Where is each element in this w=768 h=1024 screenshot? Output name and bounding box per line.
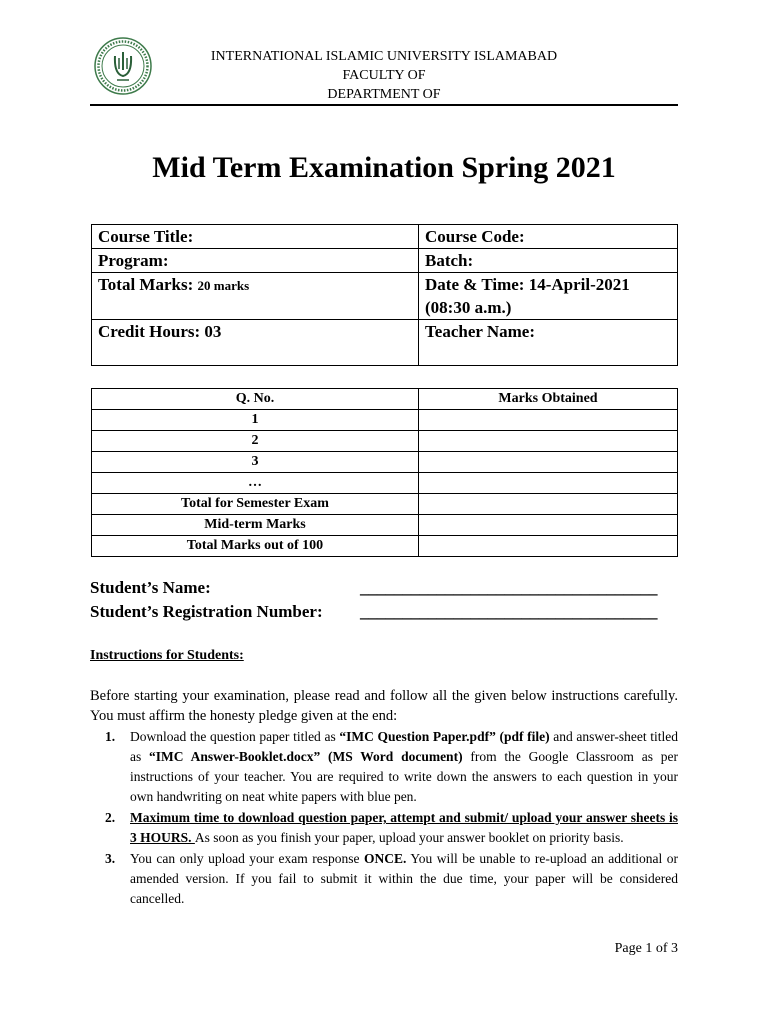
marks-cell[interactable]	[419, 473, 678, 494]
credit-hours-cell: Credit Hours: 03	[92, 320, 419, 366]
item-text: from the Google Classroom as per instructions of your teacher. You are required to write down the answers to each question in your own handwriting on neat white papers with blue pen.	[130, 749, 678, 804]
instructions-list	[90, 727, 678, 910]
exam-title: Mid Term Examination Spring 2021	[152, 151, 616, 184]
item-number: 2.	[105, 810, 116, 825]
question-cell: Total Marks out of 100	[92, 536, 419, 557]
institution-header	[90, 47, 678, 104]
faculty-line: FACULTY OF	[342, 68, 426, 83]
table-row	[92, 452, 678, 473]
total-marks-label: Total Marks:	[98, 275, 194, 294]
table-row	[92, 431, 678, 452]
course-title-cell: Course Title:	[92, 225, 419, 249]
question-cell: Mid-term Marks	[92, 515, 419, 536]
student-reg-row	[90, 602, 678, 624]
header-divider	[90, 104, 678, 106]
marks-obtained-header: Marks Obtained	[419, 389, 678, 410]
question-cell: …	[92, 473, 419, 494]
page-number: Page 1 of 3	[614, 941, 678, 956]
batch-cell: Batch:	[419, 249, 678, 273]
info-row	[92, 249, 678, 273]
total-marks-cell	[92, 273, 419, 320]
marks-cell[interactable]	[419, 515, 678, 536]
item-text: Download the question paper titled as	[130, 729, 340, 744]
date-time-cell	[419, 273, 678, 320]
item-text: and answer-sheet titled as	[130, 729, 679, 764]
marks-cell[interactable]	[419, 410, 678, 431]
list-item	[90, 727, 678, 807]
university-name: INTERNATIONAL ISLAMIC UNIVERSITY ISLAMABAD	[210, 49, 558, 64]
question-cell: Total for Semester Exam	[92, 494, 419, 515]
item-bold-text: “IMC Answer-Booklet.docx” (MS Word document)	[149, 749, 463, 764]
item-bold-text: ONCE.	[363, 851, 407, 866]
marks-cell[interactable]	[419, 431, 678, 452]
info-row	[92, 225, 678, 249]
instructions-intro: Before starting your examination, please read and follow all the given below instructions carefully. You must affirm the honesty pledge given at the end:	[90, 688, 678, 724]
info-row	[92, 273, 678, 320]
question-cell: 1	[92, 410, 419, 431]
table-row	[92, 515, 678, 536]
student-name-row	[90, 578, 678, 600]
table-row	[92, 473, 678, 494]
course-info-table	[91, 224, 678, 366]
student-name-label: Student’s Name:	[90, 578, 211, 597]
item-text: You will be unable to re-upload an additional or amended version. If you fail to submit it within the due time, your paper will be considered cancelled.	[130, 851, 679, 906]
list-item	[90, 849, 678, 909]
marks-cell[interactable]	[419, 452, 678, 473]
student-name-field[interactable]: ___________________________________	[360, 578, 658, 597]
item-number: 1.	[105, 729, 116, 744]
table-row	[92, 536, 678, 557]
list-item	[90, 808, 678, 848]
item-bold-text: “IMC Question Paper.pdf” (pdf file)	[339, 729, 550, 744]
instructions-heading: Instructions for Students:	[90, 648, 244, 663]
marks-cell[interactable]	[419, 536, 678, 557]
student-reg-label: Student’s Registration Number:	[90, 602, 323, 621]
date-time-line2: (08:30 a.m.)	[425, 298, 512, 317]
date-time-line1: Date & Time: 14-April-2021	[425, 275, 630, 294]
question-cell: 2	[92, 431, 419, 452]
program-cell: Program:	[92, 249, 419, 273]
marks-header-row	[92, 389, 678, 410]
item-number: 3.	[105, 851, 116, 866]
marks-table	[91, 388, 678, 557]
info-row	[92, 320, 678, 366]
teacher-name-cell: Teacher Name:	[419, 320, 678, 366]
qno-header: Q. No.	[92, 389, 419, 410]
question-cell: 3	[92, 452, 419, 473]
item-bold-underline-text: Maximum time to download question paper, attempt and submit/ upload your answer sheets is 3 HOURS.	[130, 810, 678, 845]
item-text: As soon as you finish your paper, upload your answer booklet on priority basis.	[194, 830, 624, 845]
department-line: DEPARTMENT OF	[327, 87, 441, 102]
marks-cell[interactable]	[419, 494, 678, 515]
student-reg-field[interactable]: ___________________________________	[360, 602, 658, 621]
table-row	[92, 494, 678, 515]
total-marks-value: 20 marks	[197, 278, 250, 293]
table-row	[92, 410, 678, 431]
course-code-cell: Course Code:	[419, 225, 678, 249]
item-text: You can only upload your exam response	[130, 851, 364, 866]
